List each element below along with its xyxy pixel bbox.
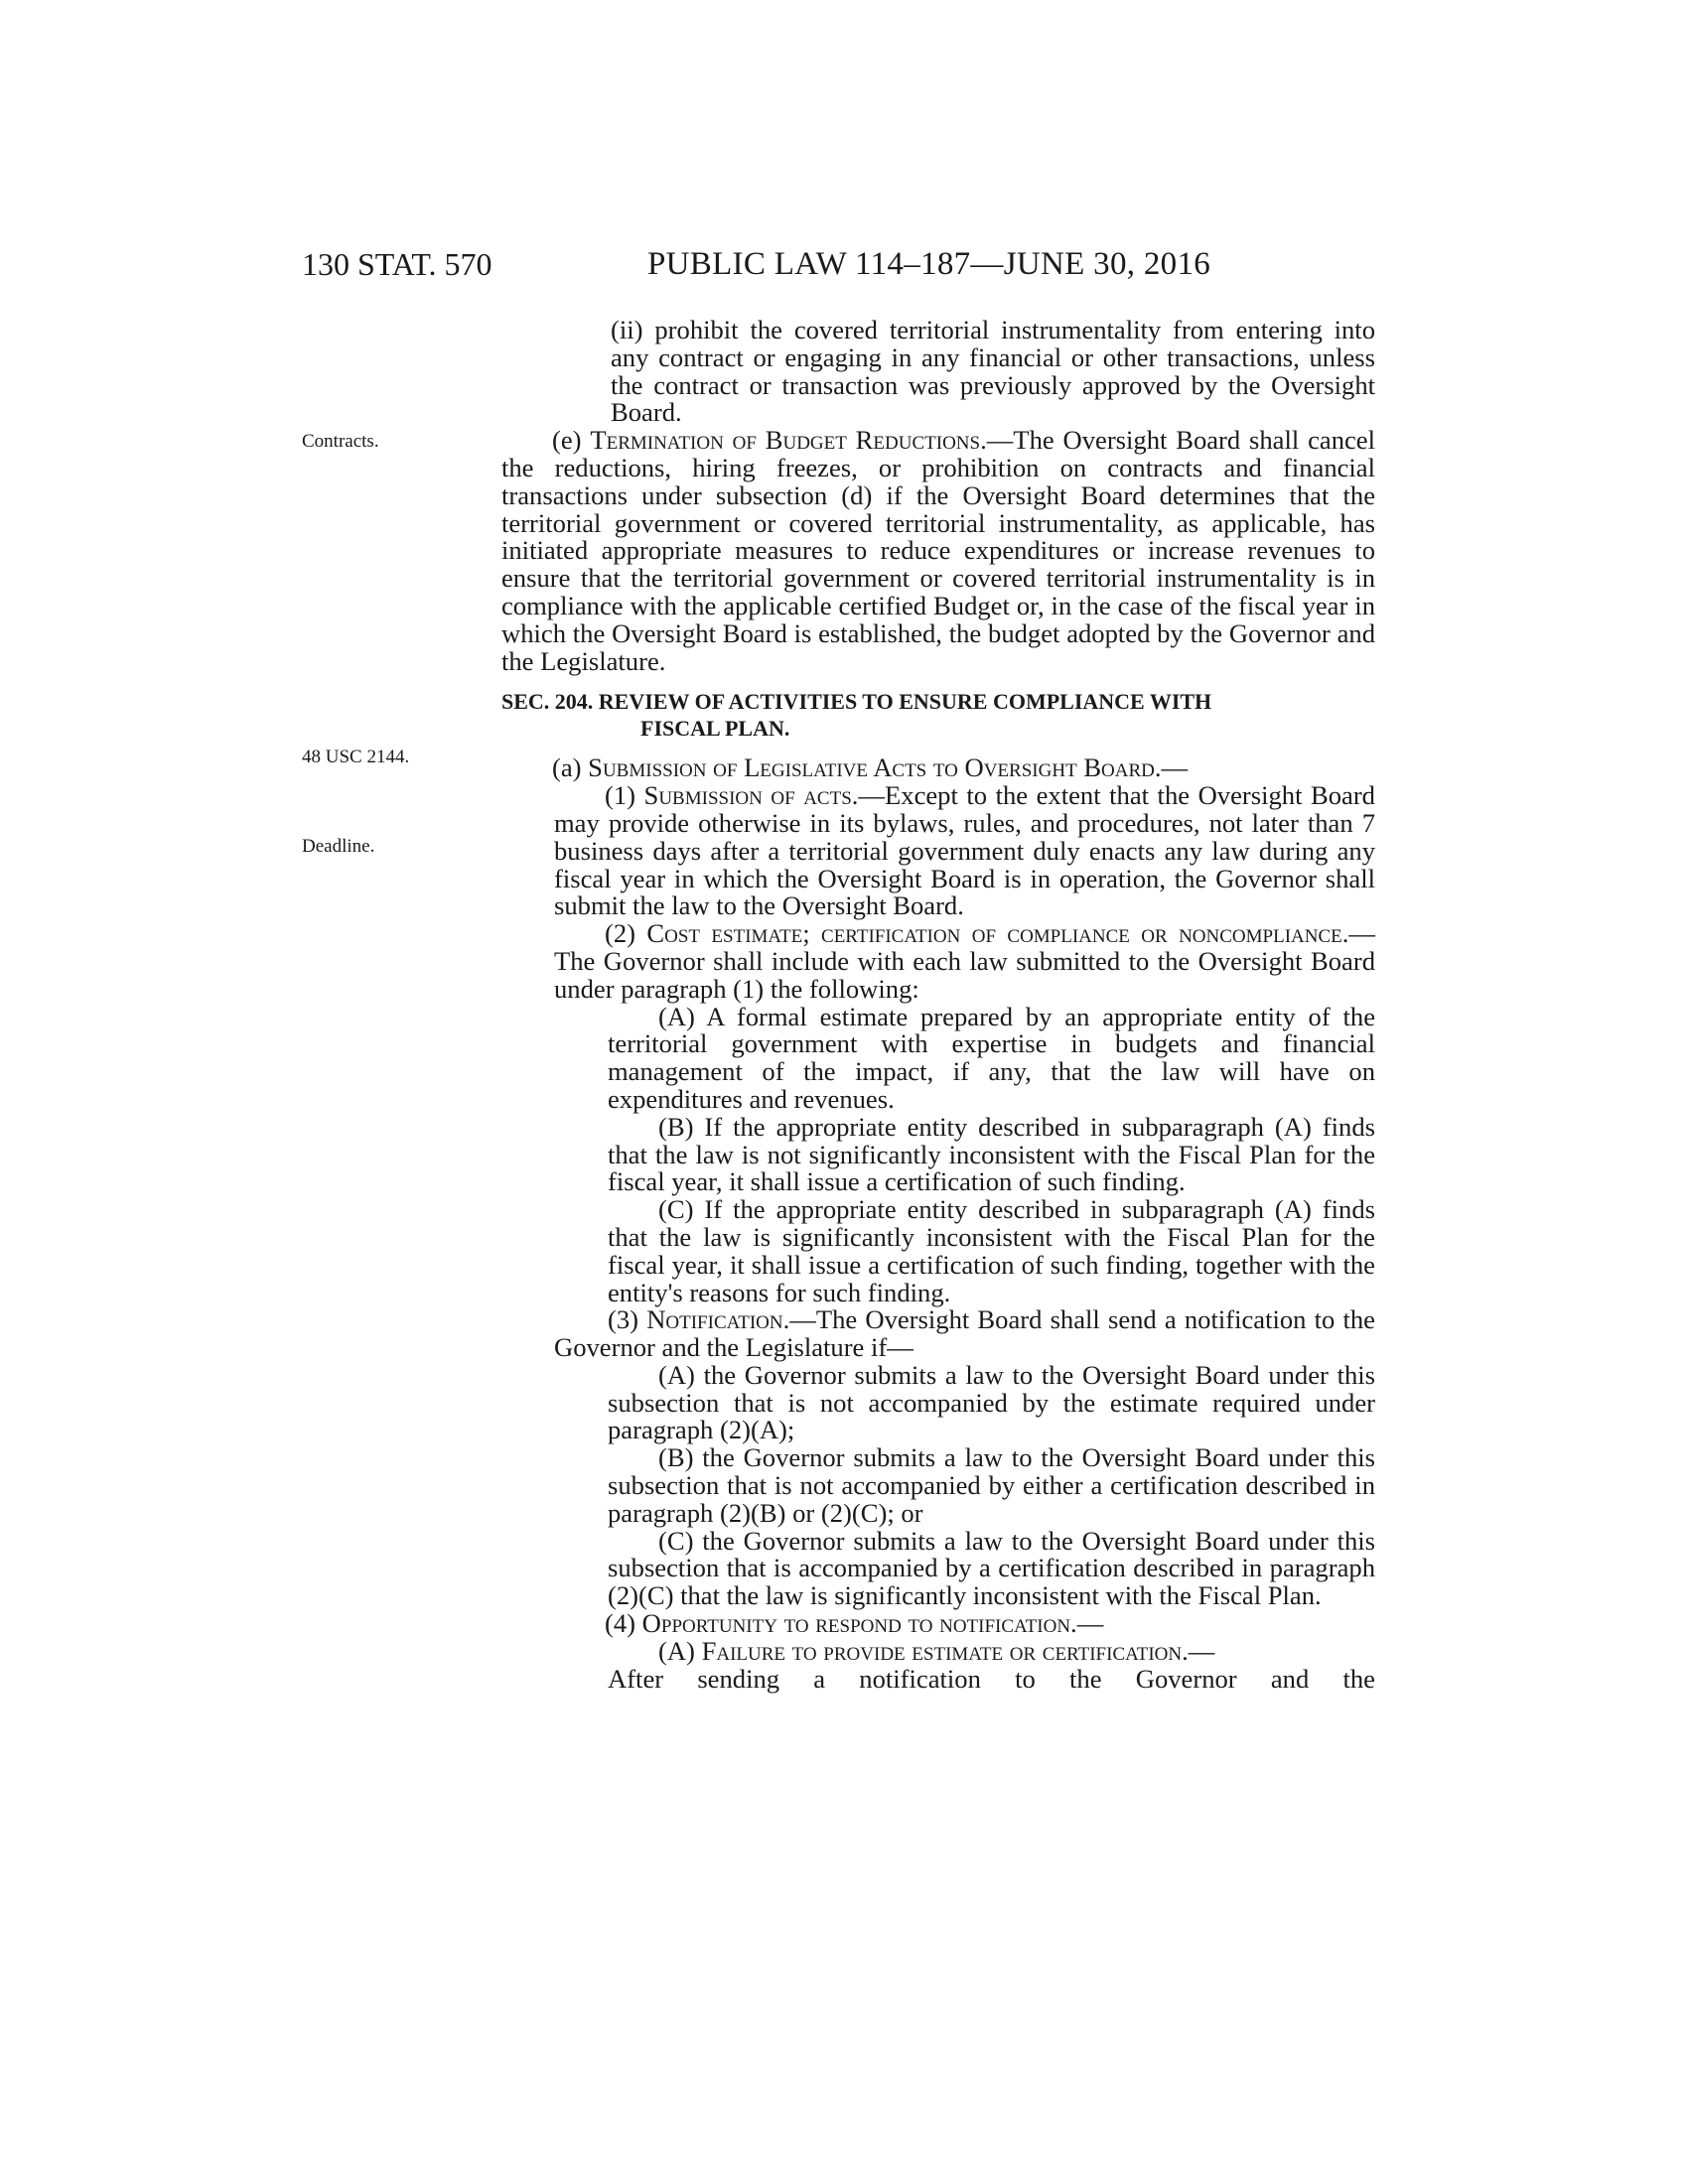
subparagraph-2C: (C) If the appropriate entity described in subparagraph (A) finds that the law is significantly inconsistent with the Fiscal Plan for the fiscal year, it shall issue a certification of such finding, together with the entity's reasons for such finding. (608, 1194, 1375, 1307)
subparagraph-3A: (A) the Governor submits a law to the Oversight Board under this subsection that is not accompanied by the estimate required under paragraph (2)(A); (608, 1359, 1375, 1445)
paragraph-2-label: (2) (605, 918, 647, 949)
section-heading-line2: FISCAL PLAN. (640, 716, 790, 742)
subparagraph-3C: (C) the Governor submits a law to the Oversight Board under this subsection that is accompanied by a certification described in paragraph (2)(C) that the law is significantly inconsistent with the Fiscal Plan. (608, 1525, 1375, 1611)
margin-note-contracts: Contracts. (302, 431, 379, 452)
paragraph-1-heading: Submission of acts (643, 780, 852, 811)
subparagraph-4A-tail: .— (1182, 1635, 1215, 1666)
body-text (501, 317, 1375, 1693)
running-title: PUBLIC LAW 114–187—JUNE 30, 2016 (647, 246, 1211, 282)
subsection-a (501, 754, 1375, 782)
statute-page-number: 130 STAT. 570 (302, 246, 492, 282)
paragraph-3-text: .—The Oversight Board shall send a notification to the Governor and the Legislature if— (554, 1304, 1375, 1363)
paragraph-3 (501, 1306, 1375, 1362)
paragraph-1-text: .—Except to the extent that the Oversight Board may provide otherwise in its bylaws, rules, and procedures, not later than 7 business days after a territorial government duly enacts any law during any fiscal year in which the Oversight Board is in operation, the Governor shall submit the law to the Oversight Board. (554, 780, 1375, 921)
subsection-e-heading: Termination of Budget Reductions (590, 425, 981, 456)
subsection-e-text: .—The Oversight Board shall cancel the reductions, hiring freezes, or prohibition on contracts and financial transactions under subsection (d) if the Oversight Board determines that the territorial government or covered territorial instrumentality, as applicable, has initiated appropriate measures to reduce expenditures or increase revenues to ensure that the territorial government or covered territorial instrumentality is in compliance with the applicable certified Budget or, in the case of the fiscal year in which the Oversight Board is established, the budget adopted by the Governor and the Legislature. (501, 425, 1375, 676)
margin-note-deadline: Deadline. (302, 836, 375, 857)
paragraph-2-heading: Cost estimate; certification of compliance or noncompliance (646, 918, 1342, 949)
paragraph-4 (501, 1610, 1375, 1638)
paragraph-4-label: (4) (605, 1608, 642, 1639)
paragraph-3-label: (3) (608, 1304, 647, 1335)
subsection-e-label: (e) (552, 425, 591, 456)
paragraph-4-tail: .— (1070, 1608, 1104, 1639)
subsection-a-heading: Submission of Legislative Acts to Oversight Board (588, 752, 1155, 783)
subparagraph-4A-label: (A) (658, 1635, 702, 1666)
subparagraph-2B: (B) If the appropriate entity described in subparagraph (A) finds that the law is not significantly inconsistent with the Fiscal Plan for the fiscal year, it shall issue a certification of such finding. (608, 1111, 1375, 1197)
subsection-a-tail: .— (1154, 752, 1189, 783)
subparagraph-2A: (A) A formal estimate prepared by an appropriate entity of the territorial government with expertise in budgets and financial management of the impact, if any, that the law will have on expenditures and revenues. (608, 1001, 1375, 1114)
paragraph-1 (501, 782, 1375, 920)
subsection-a-label: (a) (552, 752, 589, 783)
section-heading-line1: SEC. 204. REVIEW OF ACTIVITIES TO ENSURE COMPLIANCE WITH (501, 689, 1212, 715)
paragraph-4-heading: Opportunity to respond to notification (641, 1608, 1071, 1639)
subparagraph-3B: (B) the Governor submits a law to the Oversight Board under this subsection that is not accompanied by either a certification described in paragraph (2)(B) or (2)(C); or (608, 1442, 1375, 1528)
subparagraph-4A-heading: Failure to provide estimate or certification (701, 1635, 1183, 1666)
paragraph-1-label: (1) (605, 780, 644, 811)
subparagraph-4A (501, 1635, 1375, 1666)
page-header (0, 246, 1688, 286)
subparagraph-4A-text: After sending a notification to the Governor and the (608, 1663, 1375, 1694)
paragraph-2-text: .—The Governor shall include with each law submitted to the Oversight Board under paragraph (1) the following: (554, 918, 1375, 1004)
clause-ii: (ii) prohibit the covered territorial instrumentality from entering into any contract or engaging in any financial or other transactions, unless the contract or transaction was previously approved by the Oversight Board. (611, 315, 1375, 428)
paragraph-3-heading: Notification (646, 1304, 783, 1335)
paragraph-2 (501, 920, 1375, 1003)
margin-note-usc: 48 USC 2144. (302, 747, 410, 767)
subsection-e (501, 427, 1375, 675)
section-heading (501, 688, 1375, 742)
